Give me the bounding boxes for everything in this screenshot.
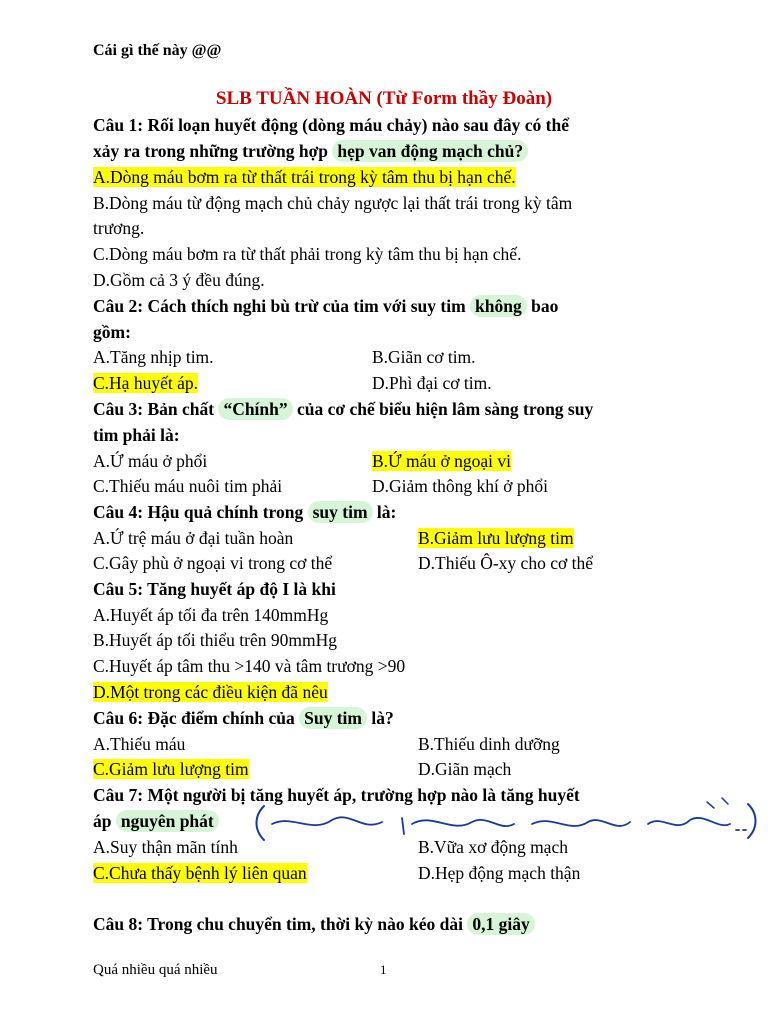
answer-highlight: B.Ứ máu ở ngoại vi: [372, 451, 512, 471]
question-7-stem-cont: [93, 810, 219, 832]
question-7-option-a: A.Suy thận mãn tính: [93, 837, 238, 857]
question-4-stem-text: Câu 4: Hậu quả chính trong: [93, 502, 308, 522]
question-6-keyword: Suy tim: [299, 707, 367, 729]
question-2-option-d: D.Phì đại cơ tim.: [372, 373, 492, 393]
question-6-option-a: A.Thiếu máu: [93, 734, 186, 754]
question-3-stem-cont: tim phải là:: [93, 425, 180, 445]
question-5-option-c: C.Huyết áp tâm thu >140 và tâm trương >90: [93, 656, 406, 676]
question-1-option-a: [93, 166, 516, 188]
question-3-option-d: D.Giảm thông khí ở phổi: [372, 476, 548, 496]
answer-highlight: D.Một trong các điều kiện đã nêu: [93, 682, 328, 702]
question-5-option-a: A.Huyết áp tối đa trên 140mmHg: [93, 605, 329, 625]
question-2-stem-cont: gồm:: [93, 322, 131, 342]
page-footer: Quá nhiều quá nhiều: [93, 962, 218, 978]
question-4-option-b: [418, 527, 574, 549]
question-2-keyword: không: [470, 295, 527, 317]
question-5-stem: Câu 5: Tăng huyết áp độ I là khi: [93, 579, 336, 599]
question-3-option-a: A.Ứ máu ở phổi: [93, 451, 208, 471]
question-6-option-b: B.Thiếu dinh dưỡng: [418, 734, 560, 754]
question-3-option-b: [372, 450, 511, 472]
question-7-stem-text: áp: [93, 811, 116, 831]
question-1-option-b-cont: trương.: [93, 218, 145, 238]
question-6-stem: [93, 707, 394, 729]
question-7-option-d: D.Hẹp động mạch thận: [418, 863, 581, 883]
answer-highlight: B.Giảm lưu lượng tim: [418, 528, 574, 548]
question-2-option-b: B.Giãn cơ tim.: [372, 347, 476, 367]
question-6-option-d: D.Giãn mạch: [418, 759, 512, 779]
question-2-stem-text-end: bao: [526, 296, 559, 316]
question-8-keyword: 0,1 giây: [467, 913, 534, 935]
question-6-stem-text-end: là?: [366, 708, 394, 728]
document-title: SLB TUẦN HOÀN (Từ Form thầy Đoàn): [215, 88, 553, 109]
question-8-stem-text: Câu 8: Trong chu chuyển tim, thời kỳ nào kéo dài: [93, 914, 468, 934]
question-2-option-c: [93, 372, 198, 394]
question-5-option-b: B.Huyết áp tối thiểu trên 90mmHg: [93, 630, 337, 650]
question-4-option-c: C.Gây phù ở ngoại vi trong cơ thể: [93, 553, 333, 573]
question-1-option-d: D.Gồm cả 3 ý đều đúng.: [93, 270, 265, 290]
question-7-option-b: B.Vữa xơ động mạch: [418, 837, 568, 857]
question-8-stem: [93, 913, 535, 935]
question-4-option-a: A.Ứ trệ máu ở đại tuần hoàn: [93, 528, 294, 548]
question-3-stem-text: Câu 3: Bản chất: [93, 399, 219, 419]
question-1-stem-text: xảy ra trong những trường hợp: [93, 141, 333, 161]
question-1-option-c: C.Dòng máu bơm ra từ thất phải trong kỳ tâm thu bị hạn chế.: [93, 244, 522, 264]
question-5-option-d: [93, 681, 328, 703]
question-7-keyword: nguyên phát: [116, 810, 219, 832]
question-4-option-d: D.Thiếu Ô-xy cho cơ thể: [418, 553, 593, 573]
question-1-keyword: hẹp van động mạch chủ?: [332, 140, 528, 162]
question-1-stem-cont: [93, 140, 528, 162]
question-1-option-b: B.Dòng máu từ động mạch chủ chảy ngược lại thất trái trong kỳ tâm: [93, 193, 573, 213]
question-4-stem: [93, 501, 396, 523]
question-6-stem-text: Câu 6: Đặc điểm chính của: [93, 708, 300, 728]
question-7-stem: Câu 7: Một người bị tăng huyết áp, trường hợp nào là tăng huyết: [93, 785, 580, 805]
question-6-option-c: [93, 758, 249, 780]
question-1-stem: Câu 1: Rối loạn huyết động (dòng máu chảy) nào sau đây có thể: [93, 115, 569, 135]
answer-highlight: C.Giảm lưu lượng tim: [93, 759, 249, 779]
answer-highlight: C.Chưa thấy bệnh lý liên quan: [93, 863, 307, 883]
page-header: Cái gì thế này @@: [93, 42, 222, 59]
question-2-stem: [93, 295, 558, 317]
answer-highlight: A.Dòng máu bơm ra từ thất trái trong kỳ tâm thu bị hạn chế.: [93, 167, 516, 187]
question-3-stem-text-end: của cơ chế biểu hiện lâm sàng trong suy: [292, 399, 594, 419]
question-2-option-a: A.Tăng nhịp tim.: [93, 347, 214, 367]
question-7-option-c: [93, 862, 307, 884]
question-4-stem-text-end: là:: [372, 502, 397, 522]
question-4-keyword: suy tim: [308, 501, 373, 523]
question-3-stem: [93, 398, 593, 420]
question-3-option-c: C.Thiếu máu nuôi tim phải: [93, 476, 283, 496]
page-number: 1: [380, 962, 387, 977]
question-2-stem-text: Câu 2: Cách thích nghi bù trừ của tim với suy tim: [93, 296, 471, 316]
question-3-keyword: “Chính”: [218, 398, 292, 420]
answer-highlight: C.Hạ huyết áp.: [93, 373, 198, 393]
